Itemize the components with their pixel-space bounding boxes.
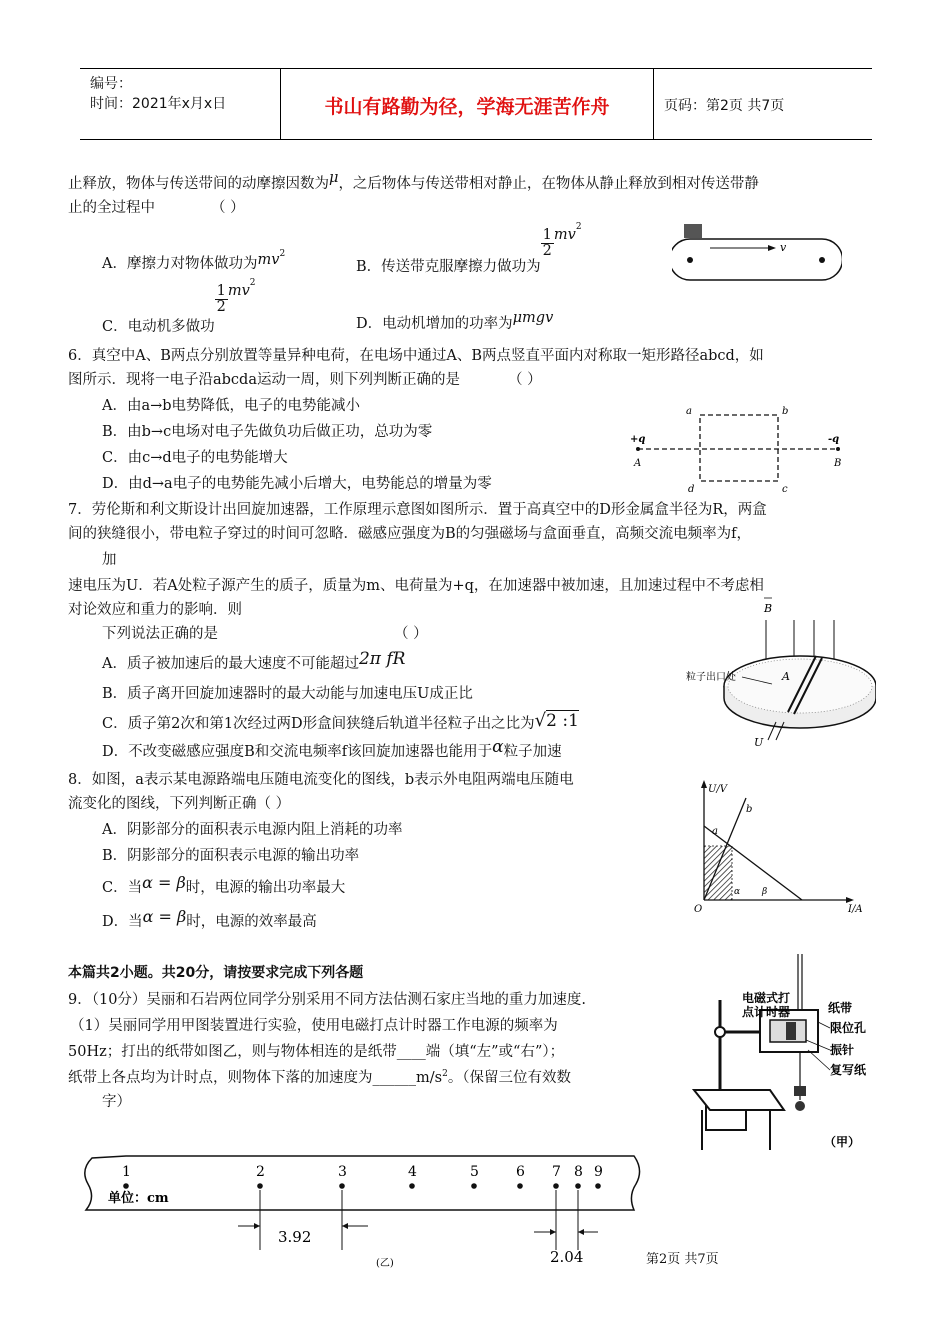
q6-option-a: A．由a→b电势降低，电子的电势能减小 <box>102 398 361 414</box>
q5-option-c <box>102 278 256 335</box>
d2-arrowhead-right <box>578 1229 584 1235</box>
q5-opt-c-math: mv <box>227 283 250 299</box>
tape-point-dot <box>339 1183 345 1189</box>
q7-line-3: 加 <box>102 552 117 568</box>
q5-opt-b-math: mv <box>553 227 576 243</box>
q8-opt-d-text-b: 时，电源的效率最高 <box>186 914 317 930</box>
q8-opt-c-math: α = β <box>142 873 186 892</box>
section-heading: 本篇共2小题。共20分，请按要求完成下列各题 <box>68 965 364 981</box>
exit-label: 粒子出口处 <box>686 672 736 683</box>
q5-opt-d-text: D．电动机增加的功率为 <box>356 316 513 332</box>
q6-line-1: 6．真空中A、B两点分别放置等量异种电荷，在电场中通过A、B两点竖直平面内对称取一矩形路径abcd，如 <box>68 348 764 364</box>
q7-option-b: B．质子离开回旋加速器时的最大动能与加速电压U成正比 <box>102 686 473 702</box>
q5-line-2 <box>68 196 245 217</box>
tape-point-dot <box>595 1183 601 1189</box>
q8-opt-d-text-a: D．当 <box>102 914 143 930</box>
q5-text-1a: 止释放，物体与传送带间的动摩擦因数为 <box>68 176 329 192</box>
q8-line-1: 8．如图，a表示某电源路端电压随电流变化的图线，b表示外电阻两端电压随电 <box>68 772 574 788</box>
weight-top <box>794 1086 806 1096</box>
caption-yi: (乙) <box>376 1258 394 1268</box>
q6-text-2: 图所示．现将一电子沿abcda运动一周，则下列判断正确的是 <box>68 372 460 388</box>
field-label-B: B <box>764 602 773 615</box>
q5-opt-c-frac <box>215 284 228 314</box>
header-page-cell <box>652 69 872 139</box>
tape-point-label: 9 <box>594 1164 603 1180</box>
q7-line-2: 间的狭缝很小，带电粒子穿过的时间可忽略．磁感应强度为B的匀强磁场与盒面垂直，高频交流电频率为f， <box>68 526 752 542</box>
x-axis-arrow <box>846 897 854 903</box>
q8-opt-c-text-a: C．当 <box>102 880 143 896</box>
label-plus-q: +q <box>630 434 646 445</box>
header-motto-cell <box>280 69 654 139</box>
q5-opt-a-text: A．摩擦力对物体做功为 <box>102 256 258 272</box>
label-timer-2: 点计时器 <box>742 1005 791 1019</box>
tape-point-label: 6 <box>516 1164 525 1180</box>
label-a: a <box>686 406 692 417</box>
label-needle: 振针 <box>830 1043 855 1057</box>
q5-text-1b: ，之后物体与传送带相对静止，在物体从静止释放到相对传送带静 <box>338 176 759 192</box>
tape-point-dot <box>409 1183 415 1189</box>
q6-paren: （ ） <box>507 372 542 388</box>
header-left-cell <box>80 69 280 139</box>
charge-rectangle-figure <box>626 402 856 494</box>
q7-sqrt-sign: √ <box>534 710 547 731</box>
right-wheel-axle <box>819 257 825 263</box>
d1-arrowhead-right <box>342 1223 348 1229</box>
tape-point-label: 7 <box>552 1164 561 1180</box>
distance-d2: 2.04 <box>550 1248 584 1266</box>
q9-line-1: 9．（10分）吴丽和石岩两位同学分别采用不同方法估测石家庄当地的重力加速度. <box>68 992 587 1008</box>
frac-num: 1 <box>542 227 552 243</box>
q7-opt-c-text: C．质子第2次和第1次经过两D形盒间狭缝后轨道半径粒子出之比为 <box>102 716 535 732</box>
q7-opt-d-text-a: D．不改变磁感应强度B和交流电频率f该回旋加速器也能用于 <box>102 744 493 760</box>
angle-alpha: α <box>734 887 741 897</box>
velocity-label: v <box>780 241 787 254</box>
header-motto: 书山有路勤为径，学海无涯苦作舟 <box>324 96 610 118</box>
q5-opt-c-text: C．电动机多做功 <box>102 319 215 335</box>
q7-option-a <box>102 649 406 673</box>
label-B: B <box>834 458 842 469</box>
page-header <box>80 68 872 140</box>
distance-d1: 3.92 <box>278 1228 312 1246</box>
q5-opt-a-sup: 2 <box>279 249 286 260</box>
pointer-limit <box>818 1022 830 1028</box>
label-carbon: 复写纸 <box>830 1063 867 1077</box>
q6-option-b: B．由b→c电场对电子先做负功后做正功，总功为零 <box>102 424 433 440</box>
angle-beta: β <box>762 887 768 897</box>
q7-opt-d-text-b: 粒子加速 <box>503 744 562 760</box>
paper-tape-figure-yi <box>78 1150 650 1268</box>
label-minus-q: -q <box>828 434 840 445</box>
left-wheel-axle <box>687 257 693 263</box>
q7-option-d <box>102 737 562 761</box>
q8-option-c <box>102 873 346 897</box>
q6-option-c: C．由c→d电子的电势能增大 <box>102 450 288 466</box>
q7-option-c <box>102 712 579 733</box>
frac-num: 1 <box>216 283 226 299</box>
tape-point-dot <box>553 1183 559 1189</box>
q8-option-b: B．阴影部分的面积表示电源的输出功率 <box>102 848 360 864</box>
q7-line-1: 7．劳伦斯和利文斯设计出回旋加速器，工作原理示意图如图所示．置于高真空中的D形金属盒半径为R，两盒 <box>68 502 767 518</box>
weight-hook <box>795 1101 805 1111</box>
q7-opt-d-alpha: α <box>492 737 504 757</box>
header-number: 编号： <box>90 76 132 92</box>
d1-arrowhead-left <box>254 1223 260 1229</box>
q7-text-6: 下列说法正确的是 <box>102 626 218 642</box>
tape-point-dot <box>471 1183 477 1189</box>
tape-point-dot <box>257 1183 263 1189</box>
tape-point-dot <box>123 1183 129 1189</box>
timer-needle-block <box>786 1022 796 1040</box>
q9-text-4b: 。（保留三位有效数 <box>447 1070 572 1086</box>
tape-point-label: 1 <box>122 1164 131 1180</box>
label-tape: 纸带 <box>828 1001 853 1015</box>
tape-point-label: 8 <box>574 1164 583 1180</box>
label-A: A <box>634 458 642 469</box>
tape-point-label: 5 <box>470 1164 479 1180</box>
label-limit-hole: 限位孔 <box>830 1021 867 1035</box>
footer-page: 第2页 共7页 <box>646 1252 719 1267</box>
q7-line-4: 速电压为U．若A处粒子源产生的质子，质量为m、电荷量为+q，在加速器中被加速，且加速过程中不考虑相 <box>68 578 764 594</box>
q7-line-6 <box>102 622 428 643</box>
voltage-label-U: U <box>754 736 764 749</box>
q9-line-2: （1）吴丽同学用甲图装置进行实验，使用电磁打点计时器工作电源的频率为 <box>70 1018 558 1034</box>
q5-text-2: 止的全过程中 <box>68 200 155 216</box>
q7-opt-c-math: 2 :1 <box>546 711 579 731</box>
q5-opt-a-math: mv <box>257 252 280 268</box>
q5-opt-b-sup: 2 <box>575 222 582 233</box>
q8-opt-c-text-b: 时，电源的输出功率最大 <box>185 880 346 896</box>
tape-point-dot <box>575 1183 581 1189</box>
q7-line-5: 对论效应和重力的影响．则 <box>68 602 242 618</box>
header-time: 时间：2021年x月x日 <box>90 96 227 112</box>
block-on-belt <box>684 224 702 238</box>
label-d: d <box>688 484 695 494</box>
q9-text-4a: 纸带上各点均为计时点，则物体下落的加速度为______m/s <box>68 1070 443 1086</box>
charge-a-dot <box>636 447 640 451</box>
table-top <box>694 1090 784 1110</box>
ui-graph-figure <box>690 776 870 916</box>
q9-line-5: 字） <box>102 1094 131 1110</box>
path-abcd <box>700 415 778 481</box>
q8-opt-d-math: α = β <box>142 907 187 926</box>
shaded-area <box>704 846 732 900</box>
q6-line-2 <box>68 368 542 389</box>
q5-option-b <box>356 222 582 275</box>
curve-label-a: a <box>712 826 718 837</box>
tape-point-label: 3 <box>338 1164 347 1180</box>
q9-line-3: 50Hz；打出的纸带如图乙，则与物体相连的是纸带____端（填“左”或“右”）； <box>68 1044 565 1060</box>
q5-opt-b-frac <box>541 228 554 258</box>
y-axis-arrow <box>701 780 707 788</box>
tape-point-label: 4 <box>408 1164 417 1180</box>
tape-point-label: 2 <box>256 1164 265 1180</box>
q5-option-d <box>356 312 553 333</box>
q5-line-1 <box>68 172 759 193</box>
q8-line-2: 流变化的图线，下列判断正确（ ） <box>68 796 291 812</box>
cyclotron-figure <box>676 594 876 750</box>
q8-option-d <box>102 907 317 931</box>
q5-paren: （ ） <box>211 200 245 216</box>
label-c: c <box>782 484 788 494</box>
conveyor-belt-figure <box>672 220 842 286</box>
tape-point-dot <box>517 1183 523 1189</box>
q5-opt-c-sup: 2 <box>249 278 256 289</box>
frac-den: 2 <box>542 242 552 259</box>
caption-jia: （甲） <box>824 1135 861 1149</box>
q5-mu: μ <box>329 170 339 186</box>
clamp-knob <box>715 1027 725 1037</box>
velocity-arrowhead <box>768 245 776 251</box>
curve-label-b: b <box>746 804 753 815</box>
source-label-A: A <box>782 670 790 683</box>
q8-option-a: A．阴影部分的面积表示电源内阻上消耗的功率 <box>102 822 403 838</box>
frac-den: 2 <box>216 298 226 315</box>
q5-opt-d-math: μmgv <box>512 310 554 326</box>
y-axis-label: U/V <box>708 784 728 795</box>
q6-option-d: D．由d→a电子的电势能先减小后增大，电势能总的增量为零 <box>102 476 492 492</box>
q7-paren: （ ） <box>394 626 428 642</box>
q5-option-a <box>102 249 286 273</box>
apparatus-figure-jia <box>690 950 890 1160</box>
q7-opt-a-math: 2π fR <box>358 649 406 669</box>
label-b: b <box>782 406 789 417</box>
tape-unit: 单位：cm <box>108 1191 169 1206</box>
header-page-info: 页码：第2页 共7页 <box>664 98 785 114</box>
q7-opt-a-text: A．质子被加速后的最大速度不可能超过 <box>102 656 359 672</box>
q9-line-4 <box>68 1066 571 1087</box>
origin-label: O <box>694 904 703 915</box>
x-axis-label: I/A <box>848 904 863 915</box>
belt-right-curve <box>822 239 842 280</box>
q9-sup: 2 <box>442 1069 448 1080</box>
label-timer-1: 电磁式打 <box>742 991 791 1005</box>
d2-arrowhead-left <box>550 1229 556 1235</box>
charge-b-dot <box>836 447 840 451</box>
q5-opt-b-text: B．传送带克服摩擦力做功为 <box>356 259 541 275</box>
